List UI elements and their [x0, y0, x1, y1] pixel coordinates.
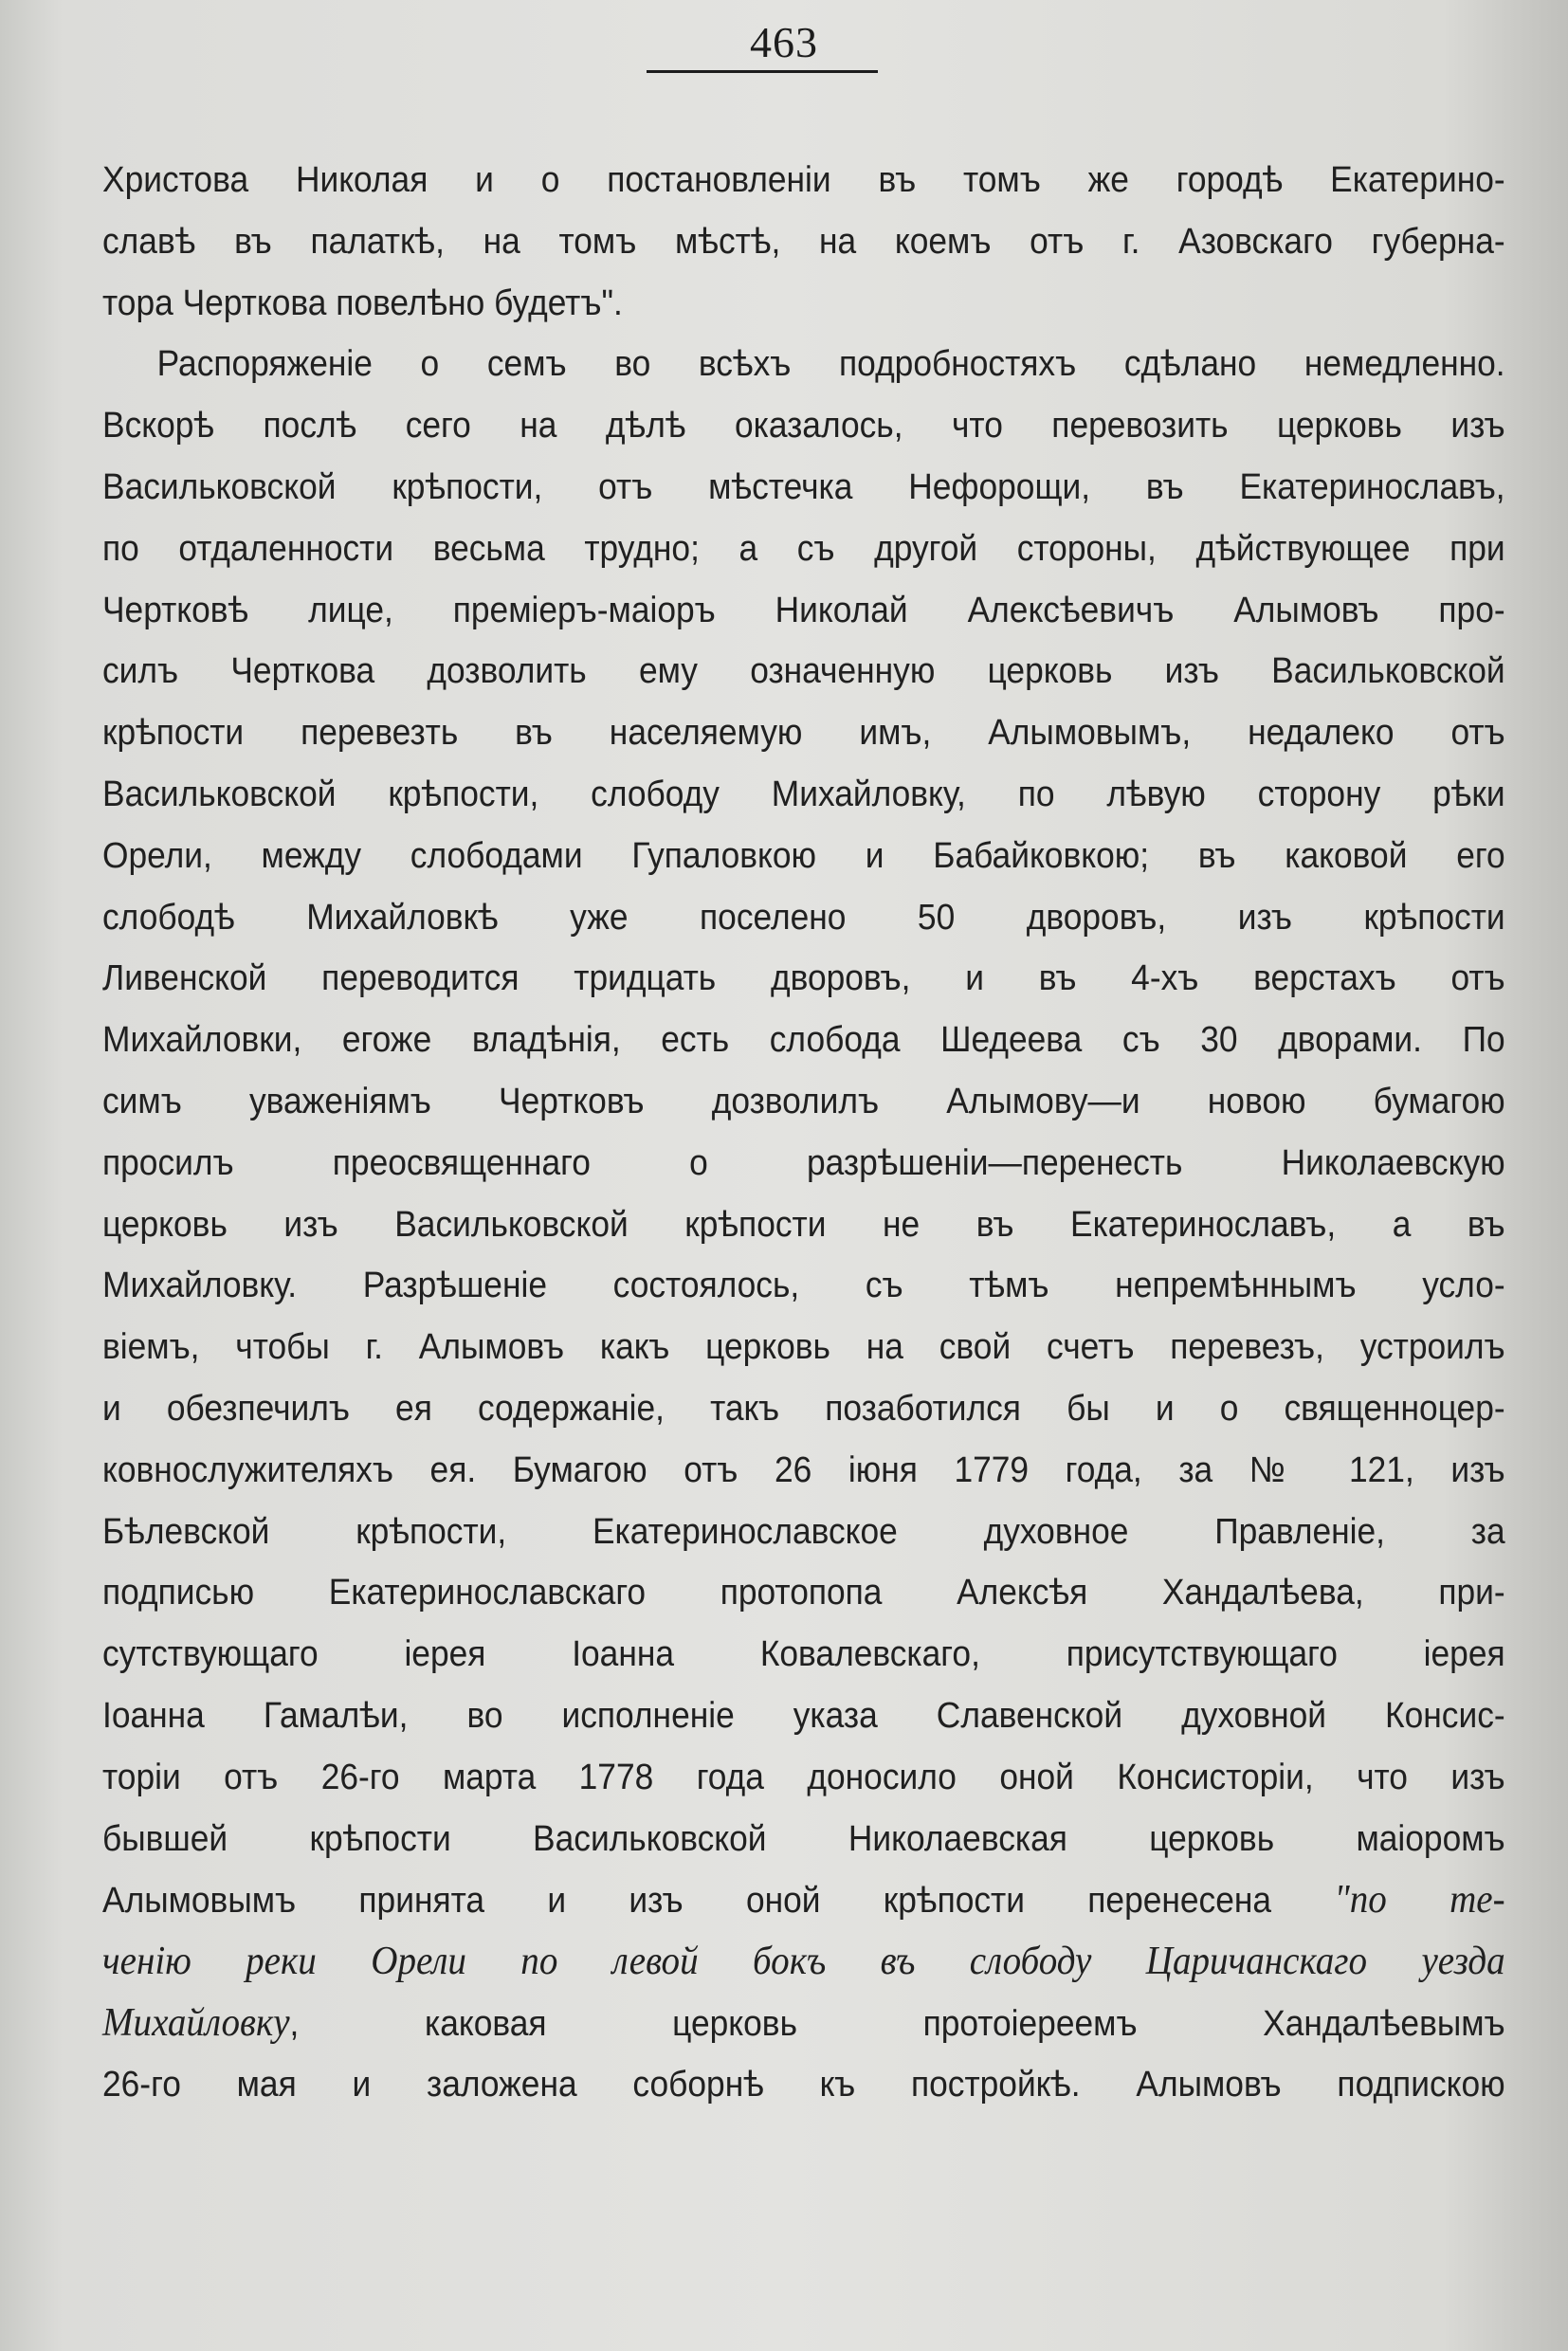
text-line: по отдаленности весьма трудно; а съ другой стороны, дѣйствующее при: [102, 528, 1505, 569]
page-number: 463: [750, 18, 818, 66]
text-line: и обезпечилъ ея содержаніе, такъ позаботился бы и о священноцер-: [102, 1388, 1505, 1429]
text-line: Бѣлевской крѣпости, Екатеринославское духовное Правленіе, за: [102, 1511, 1505, 1552]
text-line: Чертковѣ лице, преміеръ-маіоръ Николай Алексѣевичъ Алымовъ про-: [102, 590, 1505, 630]
text-line: слободѣ Михайловкѣ уже поселено 50 дворовъ, изъ крѣпости: [102, 897, 1505, 938]
text-line: Михайловки, егоже владѣнія, есть слобода Шедеева съ 30 дворами. По: [102, 1020, 1505, 1061]
page-number-rule: [647, 70, 878, 73]
text-line: симъ уваженіямъ Чертковъ дозволилъ Алымову—и новою бумагою: [102, 1081, 1505, 1121]
text-line: Христова Николая и о постановленіи въ томъ же городѣ Екатерино-: [102, 160, 1505, 200]
text-line: Вскорѣ послѣ сего на дѣлѣ оказалось, что перевозить церковь изъ: [102, 406, 1505, 447]
text-line: віемъ, чтобы г. Алымовъ какъ церковь на свой счетъ перевезъ, устроилъ: [102, 1327, 1505, 1368]
text-line: [102, 1869, 1505, 1931]
text-line: крѣпости перевезть въ населяемую имъ, Алымовымъ, недалеко отъ: [102, 713, 1505, 754]
text-line: церковь изъ Васильковской крѣпости не въ Екатеринославъ, а въ: [102, 1204, 1505, 1245]
text-run: Алымовымъ принята и изъ оной крѣпости перенесена: [102, 1881, 1335, 1922]
text-line: Васильковской крѣпости, отъ мѣстечка Нефорощи, въ Екатеринославъ,: [102, 466, 1505, 507]
text-line: [102, 1931, 1505, 1993]
text-line: ковнослужителяхъ ея. Бумагою отъ 26 іюня 1779 года, за № 121, изъ: [102, 1449, 1505, 1490]
text-line: просилъ преосвященнаго о разрѣшеніи—перенесть Николаевскую: [102, 1142, 1505, 1183]
text-line: Іоанна Гамалѣи, во исполненіе указа Славенской духовной Консис-: [102, 1695, 1505, 1736]
italic-quote-run: Михайловку: [102, 2000, 290, 2045]
text-line: Распоряженіе о семъ во всѣхъ подробностяхъ сдѣлано немедленно.: [156, 344, 1505, 385]
text-line: тора Черткова повелѣно будетъ".: [102, 282, 623, 323]
text-line: Васильковской крѣпости, слободу Михайловку, по лѣвую сторону рѣки: [102, 774, 1505, 814]
text-line: сутствующаго іерея Іоанна Ковалевскаго, присутствующаго іерея: [102, 1634, 1505, 1675]
italic-quote-run: ченію реки Орели по левой бокъ въ слободу Царичанскаго уезда: [102, 1940, 1505, 1984]
text-line: Орели, между слободами Гупаловкою и Бабайковкою; въ каковой его: [102, 835, 1505, 876]
text-line: торіи отъ 26-го марта 1778 года доносило оной Консисторіи, что изъ: [102, 1757, 1505, 1797]
italic-quote-run: "по те-: [1334, 1878, 1505, 1923]
text-line: Михайловку. Разрѣшеніе состоялось, съ тѣмъ непремѣннымъ усло-: [102, 1266, 1505, 1306]
text-line: бывшей крѣпости Васильковской Николаевская церковь маіоромъ: [102, 1818, 1505, 1859]
body-text: [102, 150, 1505, 2116]
text-line: подписью Екатеринославскаго протопопа Алексѣя Хандалѣева, при-: [102, 1573, 1505, 1613]
text-line: [102, 1993, 1505, 2054]
text-run: , каковая церковь протоіереемъ Хандалѣевымъ: [289, 2003, 1505, 2044]
text-line: Ливенской переводится тридцать дворовъ, и въ 4-хъ верстахъ отъ: [102, 958, 1505, 999]
text-line: славѣ въ палаткѣ, на томъ мѣстѣ, на коемъ отъ г. Азовскаго губерна-: [102, 221, 1505, 262]
text-line: 26-го мая и заложена соборнѣ къ постройкѣ. Алымовъ подпискою: [102, 2064, 1505, 2105]
text-line: силъ Черткова дозволить ему означенную церковь изъ Васильковской: [102, 651, 1505, 692]
